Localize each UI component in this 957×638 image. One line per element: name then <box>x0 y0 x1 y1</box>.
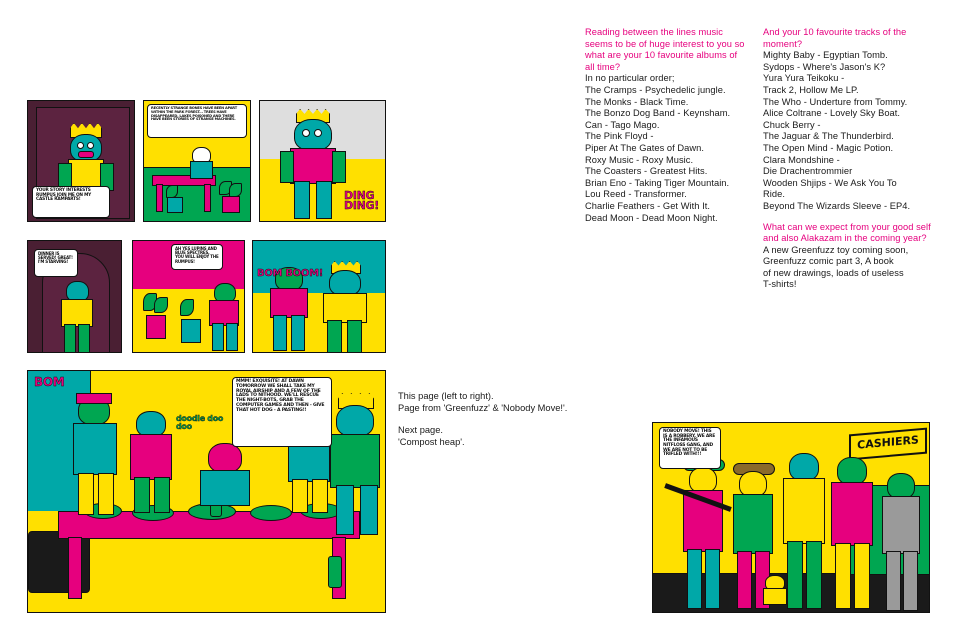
interview-answer: Brian Eno - Taking Tiger Mountain. <box>585 177 730 188</box>
sound-effect-bom: BOM <box>34 375 65 389</box>
plant-leaf <box>229 183 242 197</box>
interview-answer: A new Greenfuzz toy coming soon, <box>763 244 909 255</box>
interview-question: Reading between the lines music seems to be of huge interest to you so what are your 10 favourite albums of all time? <box>585 27 745 72</box>
figure-torso <box>130 434 172 480</box>
interview-answer: Wooden Shjips - We Ask You To <box>763 177 897 188</box>
plant-pot <box>181 319 201 343</box>
interview-answer: The Coasters - Greatest Hits. <box>585 166 708 177</box>
figure-torso <box>733 494 773 554</box>
caption-line: Next page. <box>398 425 443 436</box>
interview-answer: The Jaguar & The Thunderbird. <box>763 131 894 142</box>
interview-answer: The Who - Underture from Tommy. <box>763 96 908 107</box>
caption-spacer <box>398 414 578 425</box>
interview-answer: The Bonzo Dog Band - Keynsham. <box>585 108 731 119</box>
figure-torso <box>61 299 93 327</box>
interview-answer: The Open Mind - Magic Potion. <box>763 142 894 153</box>
interview-answer: T-shirts! <box>763 279 797 290</box>
king-eye-right <box>87 142 94 149</box>
caption-line: Page from 'Greenfuzz' & 'Nobody Move!'. <box>398 402 568 413</box>
figure-torso <box>270 288 308 318</box>
figure-leg-left <box>327 320 342 353</box>
interview-answer: Chuck Berry - <box>763 119 821 130</box>
small-figure <box>188 147 214 177</box>
figure-torso <box>200 470 250 506</box>
interview-column-left <box>585 27 745 224</box>
comic-panel-strange-bones <box>143 100 251 222</box>
figure-leg-right <box>226 323 238 351</box>
figure-torso <box>190 161 213 179</box>
interview-question: And your 10 favourite tracks of the moment? <box>763 27 907 49</box>
interview-answer: The Monks - Black Time. <box>585 96 689 107</box>
interview-answer: Piper At The Gates of Dawn. <box>585 142 704 153</box>
narration-box: RECENTLY STRANGE BONES HAVE BEEN APART WITHIN THE PARK FOREST... TREES HAVE DISAPPEARED, LAKES POISONED AND THERE HAVE BEEN STORIES OF STRANGE MACHINES. <box>147 104 247 138</box>
figure-head <box>837 457 867 485</box>
figure-leg-right <box>98 473 114 515</box>
figure-leg-right <box>154 477 170 513</box>
potted-plant <box>177 299 203 343</box>
comic-panel-king-throne <box>27 100 135 222</box>
figure-torso <box>783 478 825 544</box>
caption-line: This page (left to right). <box>398 391 494 401</box>
figure-leg-right <box>705 549 720 609</box>
figure-torso <box>290 148 336 184</box>
figure-hat <box>76 393 112 404</box>
figure-head <box>789 453 819 481</box>
figure-eye-right <box>314 129 322 137</box>
figure-leg-right <box>806 541 822 609</box>
interview-answer: Clara Mondshine - <box>763 154 840 165</box>
interview-answer: Dead Moon - Dead Moon Night. <box>585 212 718 223</box>
dog-figure <box>761 575 789 605</box>
figure-arm-right <box>332 151 346 183</box>
figure-leg-left <box>737 551 752 609</box>
interview-question: What can we expect from your good self and also Alakazam in the coming year? <box>763 221 931 244</box>
banquet-figure <box>128 411 176 511</box>
figure-leg-right <box>854 543 870 609</box>
figure-leg-left <box>294 181 310 219</box>
interview-answer: Yura Yura Teikoku - <box>763 73 845 84</box>
plant-leaf <box>180 299 194 316</box>
speech-bubble: DINNER IS SERVED! GREAT! I'M STARVING! <box>34 249 78 277</box>
interview-answer: Ride. <box>763 189 785 200</box>
robber-figure-4 <box>829 457 873 609</box>
figure-arm-left <box>280 151 294 183</box>
figure-leg-left <box>336 485 354 535</box>
figure-torso <box>330 434 380 488</box>
plant-pot <box>222 196 240 213</box>
figure-leg-right <box>360 485 378 535</box>
interview-answer: Sydops - Where's Jason's K? <box>763 61 886 72</box>
sound-effect-bom-boom: BOM BOOM! <box>257 268 323 279</box>
band-figure-right <box>321 261 373 351</box>
interview-answer: Lou Reed - Transformer. <box>585 189 687 200</box>
interview-answer: Track 2, Hollow Me LP. <box>763 84 859 95</box>
table-leg-left <box>156 184 163 212</box>
figure-torso <box>831 482 873 546</box>
caption-line: 'Compost heap'. <box>398 436 465 447</box>
banquet-table-leg <box>68 537 82 599</box>
sound-effect-ding: DING DING! <box>344 189 379 213</box>
hostage-figure <box>879 473 923 609</box>
interview-answer: Can - Tago Mago. <box>585 119 660 130</box>
figure-leg-left <box>292 479 308 513</box>
figure-leg-left <box>835 543 851 609</box>
comic-panel-banquet <box>27 370 386 613</box>
sound-effect-doodle: doodle doo doo <box>176 414 224 431</box>
comic-panel-dinner-bell <box>27 240 122 353</box>
cashiers-sign-label: CASHIERS <box>857 433 919 452</box>
wine-bottle <box>328 556 342 588</box>
band-figure-left <box>267 267 313 351</box>
interview-answer: Die Drachentrommier <box>763 166 853 177</box>
figure-torso <box>882 496 920 554</box>
comic-panel-nobody-move <box>652 422 930 613</box>
interview-answer: Alice Coltrane - Lovely Sky Boat. <box>763 108 901 119</box>
figure-head <box>294 119 332 151</box>
interview-answer: Roxy Music - Roxy Music. <box>585 154 694 165</box>
interview-answer: The Cramps - Psychedelic jungle. <box>585 84 726 95</box>
interview-answer: In no particular order; <box>585 73 675 84</box>
interview-column-right <box>763 27 933 291</box>
robot-king-figure <box>286 109 344 219</box>
figure-leg-left <box>212 323 224 351</box>
plant-leaf <box>154 297 168 313</box>
interview-answer: Mighty Baby - Egyptian Tomb. <box>763 50 888 61</box>
banquet-figure <box>70 393 122 509</box>
figure-leg-right <box>78 324 90 353</box>
figure-leg-left <box>273 315 287 351</box>
king-eye-left <box>77 142 84 149</box>
figure-leg-right <box>312 479 328 513</box>
interview-answer: Charlie Feathers - Get With It. <box>585 200 711 211</box>
figure-leg-left <box>134 477 150 513</box>
servant-figure <box>58 281 94 351</box>
potted-plant <box>141 293 169 339</box>
speech-bubble: MMM! EXQUISITE! AT DAWN TOMORROW WE SHALL TAKE MY ROYAL AIRSHIP AND A FEW OF THE LADS TO NITHOOD. WE'LL RESCUE THE NIGHT-BOTS, GRAB THE COMPUTER GAMES AND THEN - GIVE THAT HOT DOG - A PASTING!! <box>232 377 332 447</box>
figure-leg-right <box>291 315 305 351</box>
figure-eye-left <box>302 129 310 137</box>
figure-torso <box>73 423 117 475</box>
table-leg-right <box>204 184 211 212</box>
figure-leg-right <box>903 551 918 611</box>
figure-torso <box>323 293 367 323</box>
standing-figure <box>207 283 241 349</box>
figure-leg-left <box>687 549 702 609</box>
interview-answer: of new drawings, loads of useless <box>763 267 904 278</box>
plant-pot <box>146 315 166 339</box>
banquet-king-figure <box>328 393 384 533</box>
speech-bubble: NOBODY MOVE! THIS IS A ROBBERY, WE ARE THE INFAMOUS NITFLOSS GANG, AND WE ARE NOT TO BE TRIFLED WITH!!! <box>659 427 721 469</box>
figure-leg-right <box>347 320 362 353</box>
interview-answer: Greenfuzz comic part 3, A book <box>763 256 894 267</box>
figure-leg-left <box>64 324 76 353</box>
dog-body <box>763 588 787 605</box>
speech-bubble: YOUR STORY INTERESTS RUMPUS JOIN ME ON MY CASTLE RAMPARTS! <box>32 186 110 218</box>
figure-leg-left <box>787 541 803 609</box>
figure-head <box>336 405 374 437</box>
interview-answer: Beyond The Wizards Sleeve - EP4. <box>763 200 911 211</box>
interview-answer: The Pink Floyd - <box>585 131 654 142</box>
column-spacer <box>763 213 933 222</box>
plant-pot <box>167 197 183 213</box>
comic-panel-bom-boom <box>252 240 386 353</box>
potted-plant <box>164 185 186 211</box>
robber-figure-1 <box>681 459 725 609</box>
image-caption <box>398 391 578 448</box>
figure-leg-left <box>78 473 94 515</box>
comic-panel-plants <box>132 240 245 353</box>
figure-leg-right <box>316 181 332 219</box>
comic-panel-ding-ding <box>259 100 386 222</box>
speech-bubble: AH YES LUPINS AND BLUE SPECTRES, YOU WILL ENJOY THE RUMPUS! <box>171 244 223 270</box>
figure-head <box>208 443 242 473</box>
figure-leg-left <box>886 551 901 611</box>
king-mouth <box>78 151 94 158</box>
banquet-front-figure <box>194 443 254 519</box>
potted-plant <box>218 181 242 211</box>
